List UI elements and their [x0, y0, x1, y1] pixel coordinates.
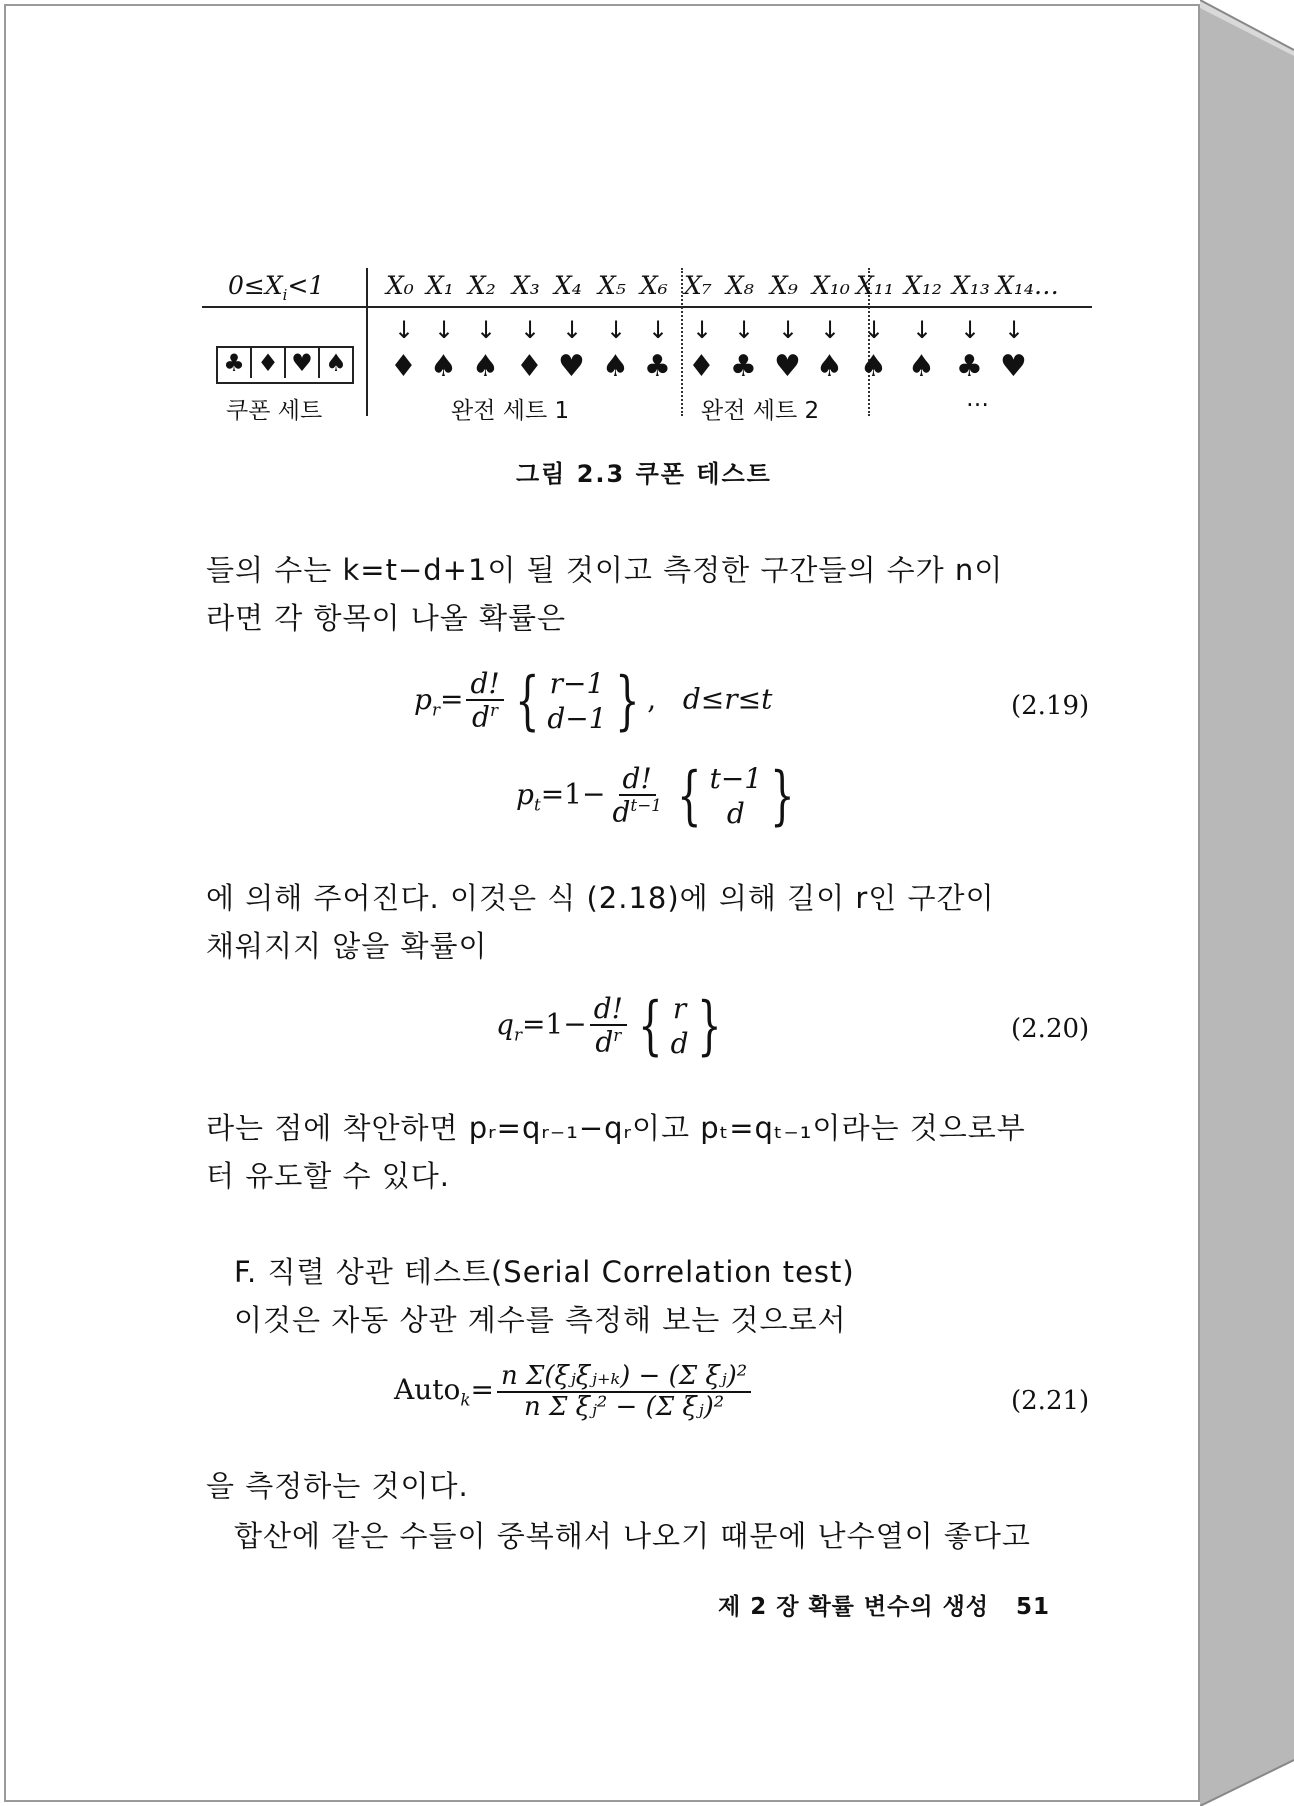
coupon-set-box [216, 346, 354, 384]
arrow-down-icon: ↓ [864, 316, 885, 344]
coupon-set-label: 쿠폰 세트 [226, 398, 323, 424]
range-label: $0\le X_i<1$ [228, 271, 325, 304]
suit-icon: ♠ [860, 349, 887, 384]
suit-icon: ♣ [956, 349, 983, 384]
club-icon: ♣ [218, 348, 252, 378]
arrow-down-icon: ↓ [562, 316, 583, 344]
equation-number: (2.19) [1011, 691, 1090, 721]
arrow-down-icon: ↓ [520, 316, 541, 344]
arrow-down-icon: ↓ [434, 316, 455, 344]
suit-icon: ♠ [602, 349, 629, 384]
arrow-down-icon: ↓ [648, 316, 669, 344]
page-number: 51 [1016, 1594, 1051, 1620]
paragraph-line: 라면 각 항목이 나올 확률은 [206, 601, 567, 635]
arrow-down-icon: ↓ [476, 316, 497, 344]
x-label: X₂ [468, 271, 496, 300]
equation-pt: $p_t=1-$ $\frac{d!}{d^{t-1}}$ { t−1 d } [516, 759, 795, 833]
suit-icon: ♥ [774, 349, 801, 384]
arrow-down-icon: ↓ [692, 316, 713, 344]
x-label: X₁₂ [904, 271, 942, 300]
suit-icon: ♠ [908, 349, 935, 384]
arrow-down-icon: ↓ [820, 316, 841, 344]
arrow-down-icon: ↓ [778, 316, 799, 344]
set-divider-1 [681, 268, 683, 416]
arrow-down-icon: ↓ [394, 316, 415, 344]
section-intro: 이것은 자동 상관 계수를 측정해 보는 것으로서 [234, 1303, 847, 1337]
x-label: X₁₃ [952, 271, 990, 300]
paragraph-line: 라는 점에 착안하면 pᵣ=qᵣ₋₁−qᵣ이고 pₜ=qₜ₋₁이라는 것으로부 [206, 1111, 1026, 1145]
paragraph-line: 을 측정하는 것이다. [206, 1469, 469, 1503]
x-label: X₁ [426, 271, 454, 300]
x-label: X₉ [770, 271, 798, 300]
arrow-down-icon: ↓ [606, 316, 627, 344]
x-label: X₈ [726, 271, 754, 300]
suit-icon: ♥ [1000, 349, 1027, 384]
suit-icon: ♦ [688, 349, 715, 384]
figure-rule [202, 306, 1092, 308]
x-label: X₁₄… [996, 271, 1059, 300]
arrow-down-icon: ↓ [734, 316, 755, 344]
auto-numerator: n Σ(ξⱼξⱼ₊ₖ) − (Σ ξⱼ)² [497, 1362, 751, 1393]
x-label: X₃ [512, 271, 540, 300]
suit-icon: ♠ [472, 349, 499, 384]
equation-2-19: $p_r=$ $\frac{d!}{d^r}$ { r−1 d−1 } , d≤r≤t [414, 664, 773, 738]
eq219-condition: d≤r≤t [682, 682, 773, 716]
x-label: X₄ [554, 271, 582, 300]
section-title: F. 직렬 상관 테스트(Serial Correlation test) [234, 1255, 855, 1289]
auto-denominator: n Σ ξⱼ² − (Σ ξⱼ)² [524, 1391, 725, 1422]
complete-set-1-label: 완전 세트 1 [451, 398, 570, 424]
suit-icon: ♠ [430, 349, 457, 384]
arrow-down-icon: ↓ [960, 316, 981, 344]
suit-icon: ♦ [516, 349, 543, 384]
spade-icon: ♠ [325, 349, 347, 377]
suit-icon: ♥ [558, 349, 585, 384]
figure-divider [366, 268, 368, 416]
x-label: X₀ [386, 271, 414, 300]
complete-set-2-label: 완전 세트 2 [701, 398, 820, 424]
x-label: X₁₁ [856, 271, 894, 300]
equation-number: (2.20) [1011, 1014, 1090, 1044]
suit-icon: ♣ [644, 349, 671, 384]
arrow-down-icon: ↓ [1004, 316, 1025, 344]
diamond-icon: ♦ [252, 348, 286, 378]
x-label: X₅ [598, 271, 626, 300]
running-head: 제 2 장 확률 변수의 생성 51 [718, 1594, 1051, 1620]
x-label: X₇ [684, 271, 712, 300]
paragraph-line: 터 유도할 수 있다. [206, 1159, 450, 1193]
book-edge [1200, 0, 1294, 1806]
figure-caption: 그림 2.3 쿠폰 테스트 [516, 460, 772, 488]
equation-2-21: Auto$_k$= $\frac{\text{n Σ(ξⱼξⱼ₊ₖ) − (Σ ξⱼ)²}}{\text{n Σ ξⱼ² − (Σ ξⱼ)²}}$ [394, 1362, 754, 1421]
x-label: X₆ [640, 271, 668, 300]
suit-icon: ♣ [730, 349, 757, 384]
book-page [4, 4, 1200, 1802]
paragraph-line: 채워지지 않을 확률이 [206, 929, 488, 963]
equation-number: (2.21) [1011, 1386, 1090, 1416]
suit-icon: ♦ [390, 349, 417, 384]
paragraph-line: 들의 수는 k=t−d+1이 될 것이고 측정한 구간들의 수가 n이 [206, 553, 1004, 587]
arrow-down-icon: ↓ [912, 316, 933, 344]
paragraph-line: 합산에 같은 수들이 중복해서 나오기 때문에 난수열이 좋다고 [234, 1519, 1031, 1553]
ellipsis-label: … [966, 386, 989, 412]
paragraph-line: 에 의해 주어진다. 이것은 식 (2.18)에 의해 길이 r인 구간이 [206, 881, 995, 915]
equation-2-20: $q_r=1-$ $\frac{d!}{d^r}$ { r d } [496, 989, 722, 1063]
x-label: X₁₀ [812, 271, 850, 300]
heart-icon: ♥ [286, 348, 320, 378]
suit-icon: ♠ [816, 349, 843, 384]
